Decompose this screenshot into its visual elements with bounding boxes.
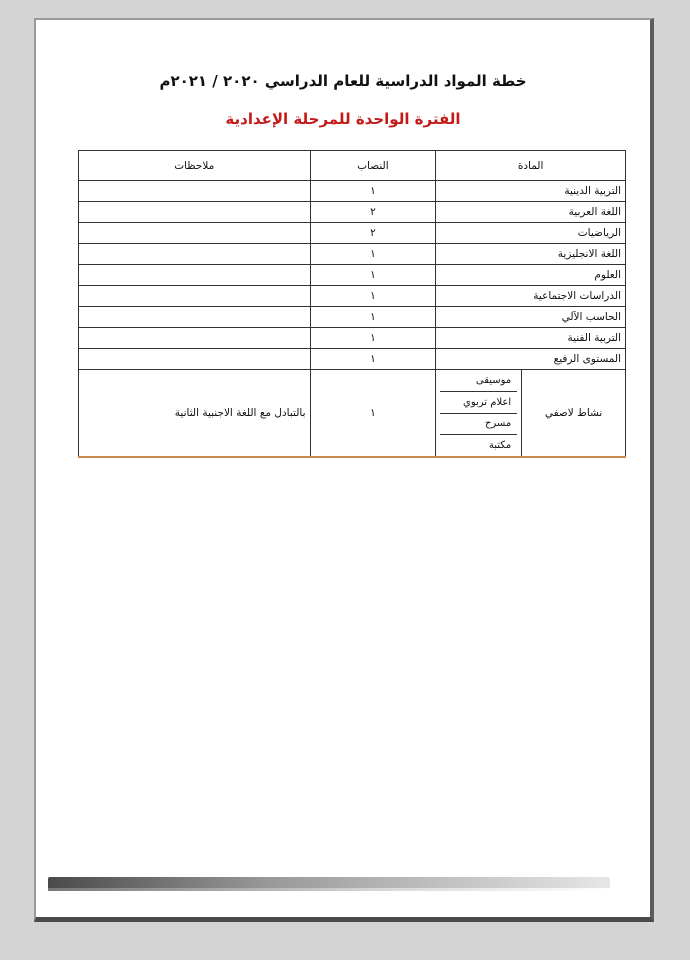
subject-cell: العلوم xyxy=(436,265,626,286)
notes-cell xyxy=(79,328,311,349)
table-header-row xyxy=(79,151,626,181)
notes-cell xyxy=(79,223,311,244)
activity-option: مسرح xyxy=(440,414,517,436)
table-row xyxy=(79,181,626,202)
activity-row xyxy=(79,370,626,458)
footer-decorative-line xyxy=(48,888,610,891)
subjects-table xyxy=(78,150,626,458)
share-cell: ١ xyxy=(310,349,436,370)
document-page xyxy=(34,18,654,922)
activity-options-list xyxy=(440,370,517,456)
subject-cell: اللغة الانجليزية xyxy=(436,244,626,265)
activity-option: مكتبة xyxy=(488,440,512,452)
activity-option: اعلام تربوي xyxy=(440,392,517,414)
header-subject: المادة xyxy=(436,151,626,181)
table-row xyxy=(79,202,626,223)
notes-cell xyxy=(79,181,311,202)
notes-cell xyxy=(79,244,311,265)
share-cell: ١ xyxy=(310,328,436,349)
subject-cell: الحاسب الآلي xyxy=(436,307,626,328)
activity-options-cell xyxy=(436,370,522,458)
table-row xyxy=(79,349,626,370)
subject-cell: الدراسات الاجتماعية xyxy=(436,286,626,307)
activity-option: موسيقى xyxy=(440,370,517,392)
subject-cell: التربية الدينية xyxy=(436,181,626,202)
share-cell: ٢ xyxy=(310,223,436,244)
subject-cell: المستوى الرفيع xyxy=(436,349,626,370)
table-row xyxy=(79,286,626,307)
activity-subject-cell: نشاط لاصفي xyxy=(522,370,626,458)
notes-cell xyxy=(79,202,311,223)
header-notes: ملاحظات xyxy=(79,151,311,181)
table-row xyxy=(79,265,626,286)
table-row xyxy=(79,223,626,244)
subject-cell: التربية الفنية xyxy=(436,328,626,349)
share-cell: ١ xyxy=(310,181,436,202)
document-subtitle: الفترة الواحدة للمرحلة الإعدادية xyxy=(225,110,461,128)
notes-cell xyxy=(79,349,311,370)
share-cell: ١ xyxy=(310,265,436,286)
share-cell: ١ xyxy=(310,307,436,328)
notes-cell: بالتبادل مع اللغة الاجنبية الثانية xyxy=(79,370,311,458)
share-cell: ١ xyxy=(310,244,436,265)
notes-cell xyxy=(79,265,311,286)
table-row xyxy=(79,328,626,349)
subject-cell: اللغة العربية xyxy=(436,202,626,223)
table-row xyxy=(79,307,626,328)
share-cell: ٢ xyxy=(310,202,436,223)
document-title: خطة المواد الدراسية للعام الدراسي ٢٠٢٠ / ٢٠٢١م xyxy=(159,72,527,90)
share-cell: ١ xyxy=(310,286,436,307)
share-cell: ١ xyxy=(310,370,436,458)
table-row xyxy=(79,244,626,265)
notes-cell xyxy=(79,307,311,328)
header-share: النصاب xyxy=(310,151,436,181)
subject-cell: الرياضيات xyxy=(436,223,626,244)
notes-cell xyxy=(79,286,311,307)
